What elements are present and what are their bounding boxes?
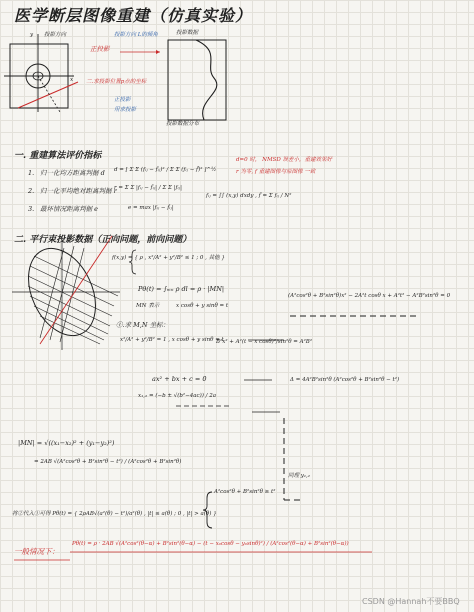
section-1-red-note-2: r 为零, f 重建图像与原图像 一致: [236, 169, 316, 175]
section-2-heading: 二. 平行束投影数据（正向问题，前向问题）: [14, 235, 192, 245]
line-equation: x cosθ + y sinθ = t: [176, 303, 229, 309]
ellipse-equation: f(x,y) = { ρ , x²/A² + y²/B² ≤ 1 ; 0 , 其他 }: [112, 255, 225, 261]
top-note-2: 正投影: [90, 45, 110, 53]
projection-curve: [196, 40, 217, 120]
item-2-num: 2.: [28, 187, 35, 195]
item-3-label: 最坏情况距离判据 e: [40, 205, 98, 213]
mn-length-2: = 2AB √(A²cos²θ + B²sin²θ − t²) / (A²cos²θ + B²sin²θ): [34, 459, 182, 465]
right-eq-1: (A²cos²θ + B²sin²θ)x² − 2A²t cosθ x + A²t² − A²B²sin²θ = 0: [288, 293, 451, 299]
top-note-projection: 正投影: [114, 97, 131, 103]
projection-line: [18, 82, 78, 108]
curve-label: 投影数据: [176, 30, 199, 36]
mn-length: |MN| = √((x₁−x₂)² + (y₁−y₂)²): [18, 439, 115, 447]
general-case-equation: Pθ(t) = ρ · 2AB √(A²cos²(θ−α) + B²sin²(θ−α) − (t − x₀cosθ − y₀sinθ)²) / (A²cos²(θ−α) + B²sin²(θ−α)): [72, 541, 349, 547]
item-2-formula: r = Σ Σ |fᵢⱼ − f̂ᵢⱼ| / Σ Σ |fᵢⱼ|: [114, 185, 182, 191]
projection-definition: Pθ(t) = ∫ₘₙ ρ dl = ρ · |MN|: [138, 285, 225, 293]
substitute-result: 将②代入①可得 Pθ(t) = { 2ρAB√(a²(θ) − t²)/a²(θ) , |t| ≤ a(θ) ; 0 , |t| > a(θ) }: [12, 511, 217, 517]
projection-direction-label: 投影方向: [44, 32, 67, 38]
axis-x-label: x: [70, 77, 74, 83]
item-3-num: 3.: [28, 205, 35, 213]
roots: x₁,₂ = (−b ± √(b²−4ac)) / 2a: [138, 393, 217, 399]
detector-frame: [168, 40, 226, 120]
section-1-eq: fᵢⱼ = ∫∫ (x,y) dxdy , f̂ = Σ fᵢⱼ / N²: [206, 193, 292, 199]
ray-line: [40, 236, 112, 344]
general-case-label: 一般情况下：: [14, 547, 59, 556]
item-3-formula: e = max |fᵢⱼ − f̂ᵢⱼ|: [128, 205, 174, 211]
right-eq-2: B²x² + A²(t − x cosθ)²/sin²θ = A²B²: [216, 339, 313, 345]
top-note-3: 二.求投影位置p点的坐标: [86, 79, 147, 85]
same-y: 同理 y₁,₂: [288, 473, 311, 479]
mn-note: MN 表示: [136, 303, 160, 309]
step-1: ①.求 M,N 坐标：: [116, 321, 170, 329]
section-1-red-note: d=0 时， NMSD 误差小，重建效果好: [236, 157, 332, 163]
page-title: 医学断层图像重建（仿真实验）: [14, 6, 253, 25]
condition: A²cos²θ + B²sin²θ ≥ t²: [214, 489, 276, 495]
curve-caption: 投影数据分布: [166, 121, 200, 127]
quadratic: ax² + bx + c = 0: [152, 375, 207, 383]
item-1-formula: d = [ Σ Σ (fᵢⱼ − f̂ᵢⱼ)² / Σ Σ (fᵢⱼ − f̄)² ]^½: [114, 167, 217, 173]
item-1-label: 归一化均方距离判据 d: [40, 169, 105, 177]
system-equations: x²/A² + y²/B² = 1 , x cosθ + y sinθ = t: [120, 337, 224, 343]
item-2-label: 归一化平均绝对距离判据 r: [40, 187, 117, 195]
right-eq-3: Δ = 4A²B²sin²θ (A²cos²θ + B²sin²θ − t²): [290, 377, 400, 383]
section-1-heading: 一. 重建算法评价指标: [14, 151, 102, 161]
top-note-1: 投影方向 L的倾角: [114, 32, 158, 38]
item-1-num: 1.: [28, 169, 35, 177]
axis-y-label: y: [30, 32, 34, 38]
top-note-projection-2: 用求投影: [114, 107, 137, 113]
watermark: CSDN @Hannah不要BBQ: [362, 597, 460, 606]
